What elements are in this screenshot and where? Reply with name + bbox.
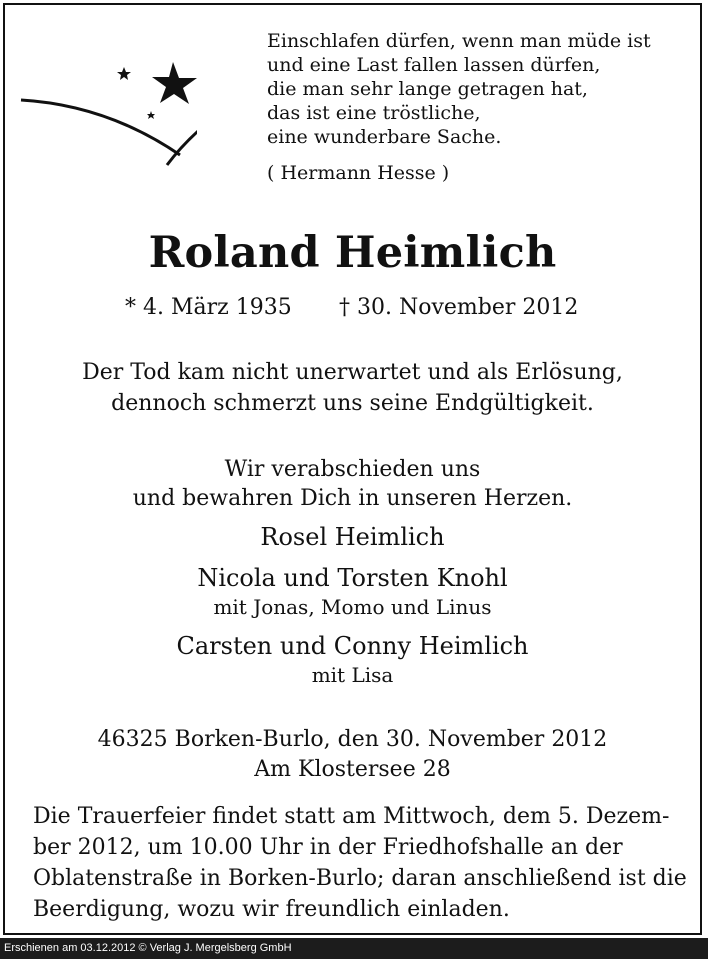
poem-line: die man sehr lange getragen hat, bbox=[267, 78, 588, 100]
publication-footer: Erschienen am 03.12.2012 © Verlag J. Mergelsberg GmbH bbox=[0, 938, 708, 959]
message-line: dennoch schmerzt uns seine Endgültigkeit. bbox=[111, 391, 594, 416]
poem-line: das ist eine tröstliche, bbox=[267, 102, 481, 124]
funeral-service-info bbox=[33, 801, 687, 925]
farewell-line: und bewahren Dich in unseren Herzen. bbox=[132, 486, 573, 511]
small-star-left bbox=[117, 67, 131, 80]
service-line: Oblatenstraße in Borken-Burlo; daran anschließend ist die bbox=[33, 866, 687, 891]
family-member-3: Carsten und Conny Heimlich bbox=[176, 632, 529, 660]
poem-line: und eine Last fallen lassen dürfen, bbox=[267, 54, 601, 76]
obituary-frame bbox=[3, 3, 702, 935]
family-member-2-children: mit Jonas, Momo und Linus bbox=[213, 595, 492, 619]
service-line: Die Trauerfeier findet statt am Mittwoch, dem 5. Dezem- bbox=[33, 804, 670, 829]
birth-date: * 4. März 1935 bbox=[125, 295, 292, 320]
family-member-3-children: mit Lisa bbox=[311, 663, 394, 687]
poem-line: eine wunderbare Sache. bbox=[267, 126, 502, 148]
deceased-name: Roland Heimlich bbox=[148, 228, 557, 278]
poem-author: ( Hermann Hesse ) bbox=[267, 162, 450, 184]
address-block bbox=[5, 725, 700, 785]
star-arc-large bbox=[21, 100, 180, 155]
message-line: Der Tod kam nicht unerwartet und als Erlösung, bbox=[82, 360, 623, 385]
farewell-line: Wir verabschieden uns bbox=[224, 457, 481, 482]
service-line: Beerdigung, wozu wir freundlich einladen. bbox=[33, 897, 510, 922]
death-date: † 30. November 2012 bbox=[339, 295, 579, 320]
family-signatures bbox=[5, 521, 700, 688]
shooting-stars-icon bbox=[17, 55, 197, 175]
small-star-bottom bbox=[147, 111, 155, 119]
place-and-date: 46325 Borken-Burlo, den 30. November 2012 bbox=[97, 727, 608, 752]
large-star bbox=[152, 62, 197, 104]
life-dates bbox=[5, 293, 700, 323]
service-line: ber 2012, um 10.00 Uhr in der Friedhofshalle an der bbox=[33, 835, 623, 860]
family-member-2: Nicola und Torsten Knohl bbox=[197, 564, 508, 592]
condolence-message bbox=[5, 357, 700, 419]
star-arc-small bbox=[167, 95, 197, 165]
family-member-1: Rosel Heimlich bbox=[260, 523, 445, 551]
poem-quote bbox=[267, 29, 697, 185]
street-address: Am Klostersee 28 bbox=[254, 757, 451, 782]
poem-line: Einschlafen dürfen, wenn man müde ist bbox=[267, 30, 651, 52]
farewell-text bbox=[5, 455, 700, 513]
